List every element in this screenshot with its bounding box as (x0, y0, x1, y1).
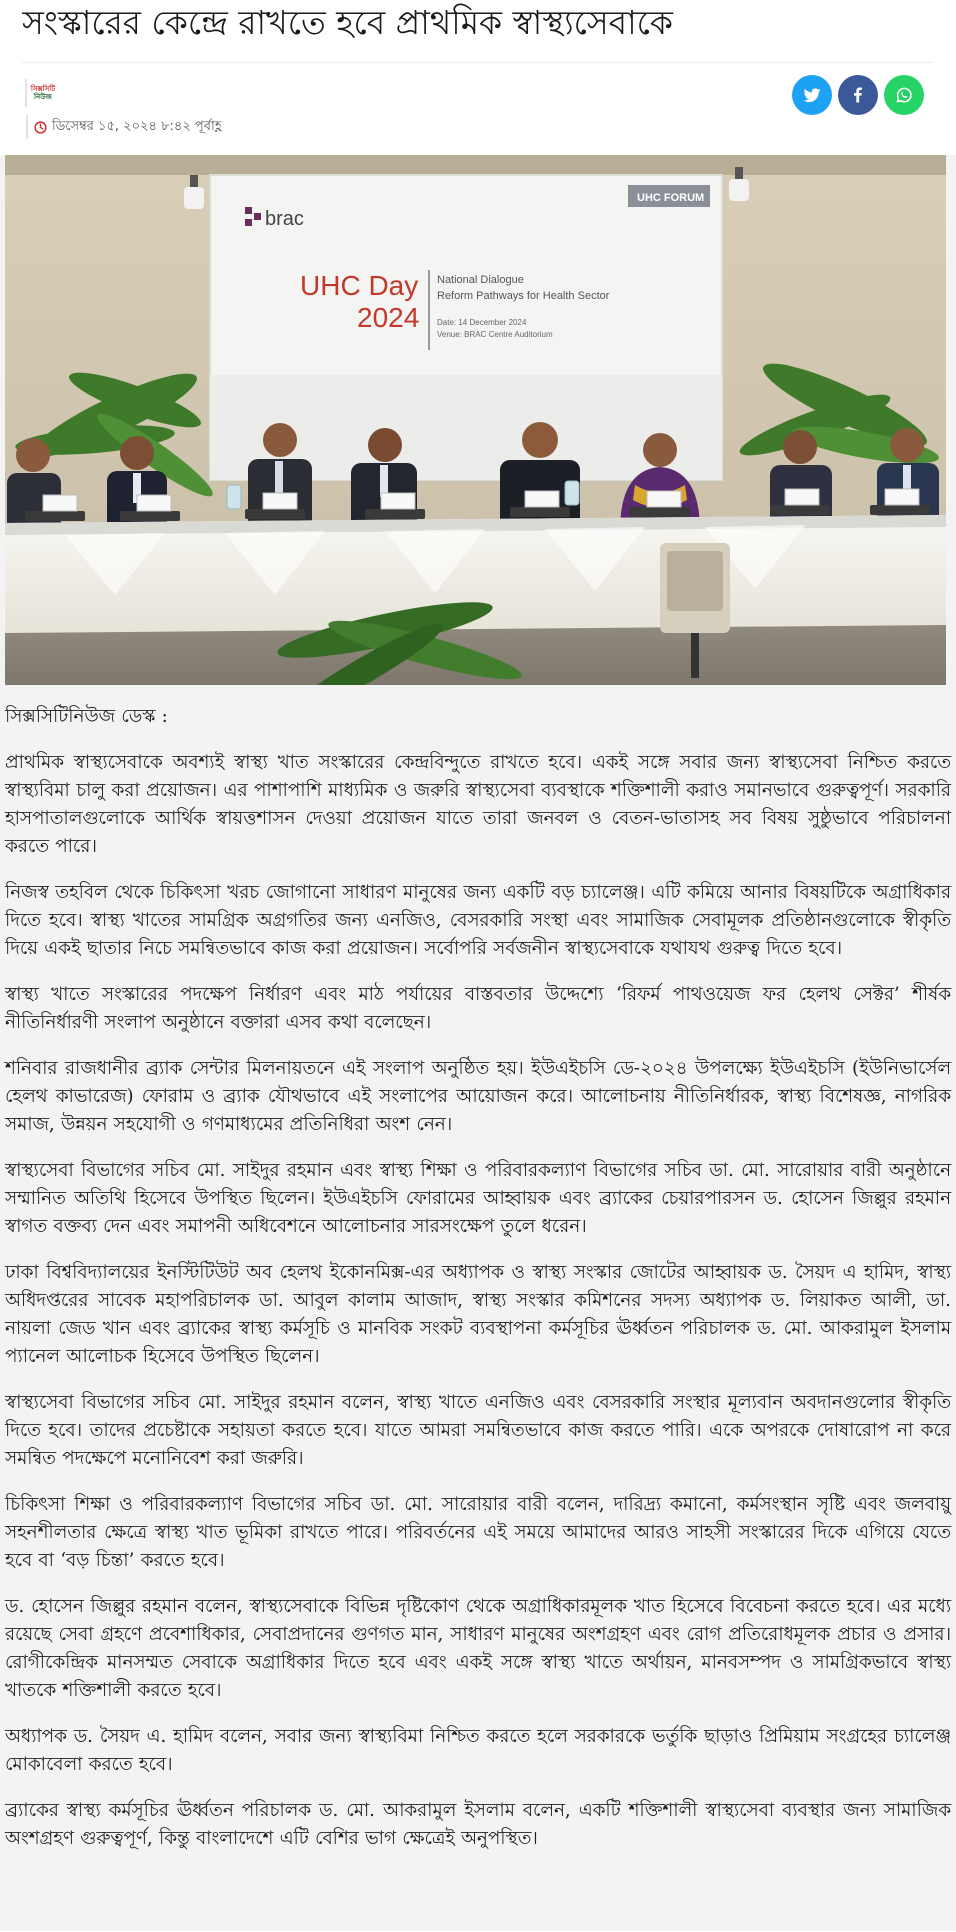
banner-venue: Venue: BRAC Centre Auditorium (437, 330, 553, 339)
article-content (0, 155, 956, 1931)
article-paragraph: শনিবার রাজধানীর ব্র্যাক সেন্টার মিলনায়তনে এই সংলাপ অনুষ্ঠিত হয়। ইউএইচসি ডে-২০২৪ উপলক্ষ্যে ইউএইচসি (ইউনিভার্সেল হেলথ কাভারেজ) ফোরাম ও ব্র্যাক যৌথভাবে এই সংলাপের আয়োজন করে। আলোচনায় নীতিনির্ধারক, স্বাস্থ্য বিশেষজ্ঞ, নাগরিক সমাজ, উন্নয়ন সহযোগী ও গণমাধ্যমের প্রতিনিধিরা অংশ নেন। (5, 1058, 951, 1135)
banner-subtitle-line1: National Dialogue (437, 274, 524, 286)
facebook-icon (848, 85, 868, 105)
whatsapp-icon (894, 85, 914, 105)
banner-title-line2: 2024 (357, 302, 420, 333)
logo-text-bottom: নিউজ (34, 93, 52, 101)
article-paragraph: নিজস্ব তহবিল থেকে চিকিৎসা খরচ জোগানো সাধারণ মানুষের জন্য একটি বড় চ্যালেঞ্জ। এটি কমিয়ে আনার বিষয়টিকে অগ্রাধিকার দিতে হবে। স্বাস্থ্য খাতের সামগ্রিক অগ্রগতির জন্য এনজিও, বেসরকারি সংস্থা এবং সামাজিক সেবামূলক প্রতিষ্ঠানগুলোকে স্বীকৃতি দিয়ে একই ছাতার নিচে সমন্বিতভাবে কাজ করা প্রয়োজন। সর্বোপরি সর্বজনীন স্বাস্থ্যসেবাকে যথাযথ গুরুত্ব দিতে হবে। (5, 882, 951, 959)
article-body (5, 703, 951, 1853)
logo-text-top: সিক্সসিটি (30, 85, 56, 93)
article-paragraph: চিকিৎসা শিক্ষা ও পরিবারকল্যাণ বিভাগের সচিব ডা. মো. সারোয়ার বারী বলেন, দারিদ্র্য কমানো, কর্মসংস্থান সৃষ্টি এবং জলবায়ু সহনশীলতার ক্ষেত্রে স্বাস্থ্য খাত ভূমিকা রাখতে পারে। পরিবর্তনের এই সময়ে আমাদের আরও সাহসী সংস্কারের দিকে এগিয়ে যেতে হবে বা ‘বড় চিন্তা’ করতে হবে। (5, 1494, 951, 1571)
article-paragraph: ড. হোসেন জিল্লুর রহমান বলেন, স্বাস্থ্যসেবাকে বিভিন্ন দৃষ্টিকোণ থেকে অগ্রাধিকারমূলক খাত হিসেবে বিবেচনা করতে হবে। এর মধ্যে রয়েছে সেবা গ্রহণে প্রবেশাধিকার, সেবাপ্রদানের গুণগত মান, সাধারণ মানুষের অংশগ্রহণ এবং রোগ প্রতিরোধমূলক প্রচার ও প্রসার। রোগীকেন্দ্রিক মানসম্মত সেবাকে অগ্রাধিকার দিতে হবে এবং একই সঙ্গে স্বাস্থ্য খাতে অর্থায়ন, মানবসম্পদ ও সামগ্রিকভাবে স্বাস্থ্য খাতকে শক্তিশালী করতে হবে। (5, 1596, 951, 1701)
publish-date-text: ডিসেম্বর ১৫, ২০২৪ ৮:৪২ পূর্বাহ্ণ (52, 118, 222, 134)
publisher-logo[interactable] (25, 79, 59, 107)
banner-brand: brac (265, 208, 304, 230)
article-paragraph: স্বাস্থ্য খাতে সংস্কারের পদক্ষেপ নির্ধারণ এবং মাঠ পর্যায়ের বাস্তবতার উদ্দেশ্যে ‘রিফর্ম পাথওয়েজ ফর হেলথ সেক্টর’ শীর্ষক নীতিনির্ধারণী সংলাপ অনুষ্ঠানে বক্তারা এসব কথা বলেছেন। (5, 984, 951, 1033)
share-whatsapp-button[interactable] (884, 75, 924, 115)
share-facebook-button[interactable] (838, 75, 878, 115)
twitter-icon (802, 85, 822, 105)
hero-ceiling (5, 155, 946, 175)
hero-photo (5, 155, 946, 685)
article-paragraph: স্বাস্থ্যসেবা বিভাগের সচিব মো. সাইদুর রহমান বলেন, স্বাস্থ্য খাতে এনজিও এবং বেসরকারি সংস্থার মূল্যবান অবদানগুলোর স্বীকৃতি দিতে হবে। তাদের প্রচেষ্টাকে সহায়তা করতে হবে। যাতে আমরা সমন্বিতভাবে কাজ করতে পারি। একে অপরকে দোষারোপ না করে সমন্বিত পদক্ষেপে মনোনিবেশ করা জরুরি। (5, 1392, 951, 1469)
share-buttons (792, 75, 924, 115)
article-paragraph: স্বাস্থ্যসেবা বিভাগের সচিব মো. সাইদুর রহমান এবং স্বাস্থ্য শিক্ষা ও পরিবারকল্যাণ বিভাগের সচিব ডা. মো. সারোয়ার বারী অনুষ্ঠানে সম্মানিত অতিথি হিসেবে উপস্থিত ছিলেন। ইউএইচসি ফোরামের আহ্বায়ক এবং ব্র্যাকের চেয়ারপারসন ড. হোসেন জিল্লুর রহমান স্বাগত বক্তব্য দেন এবং সমাপনী অধিবেশনে আলোচনার সারসংক্ষেপ তুলে ধরেন। (5, 1160, 951, 1237)
share-twitter-button[interactable] (792, 75, 832, 115)
hero-photo-illustration (5, 155, 946, 685)
banner-forum: UHC FORUM (637, 192, 705, 204)
banner-subtitle-line2: Reform Pathways for Health Sector (437, 290, 610, 302)
article-header (0, 0, 956, 155)
page-title: সংস্কারের কেন্দ্রে রাখতে হবে প্রাথমিক স্বাস্থ্যসেবাকে (22, 3, 673, 42)
banner-title-line1: UHC Day (300, 270, 419, 301)
article-paragraph: ঢাকা বিশ্ববিদ্যালয়ের ইনস্টিটিউট অব হেলথ ইকোনমিক্স-এর অধ্যাপক ও স্বাস্থ্য সংস্কার জোটের আহ্বায়ক ড. সৈয়দ এ হামিদ, স্বাস্থ্য অধিদপ্তরের সাবেক মহাপরিচালক ডা. আবুল কালাম আজাদ, স্বাস্থ্য সংস্কার কমিশনের সদস্য অধ্যাপক ড. লিয়াকত আলী, ডা. নায়লা জেড খান এবং ব্র্যাকের স্বাস্থ্য কর্মসূচি ও মানবিক সংকট ব্যবস্থাপনা কর্মসূচির ঊর্ধ্বতন পরিচালক ড. মো. আকরামুল ইসলাম প্যানেল আলোচক হিসেবে উপস্থিত ছিলেন। (5, 1262, 951, 1367)
byline: সিক্সসিটিনিউজ ডেস্ক : (5, 706, 168, 727)
article-meta (22, 63, 934, 155)
publish-date (26, 115, 222, 139)
banner-date: Date: 14 December 2024 (437, 318, 527, 327)
clock-icon (34, 121, 47, 134)
article-paragraph: ব্র্যাকের স্বাস্থ্য কর্মসূচির ঊর্ধ্বতন পরিচালক ড. মো. আকরামুল ইসলাম বলেন, একটি শক্তিশালী স্বাস্থ্যসেবা ব্যবস্থার জন্য সামাজিক অংশগ্রহণ গুরুত্বপূর্ণ, কিন্তু বাংলাদেশে এটি বেশির ভাগ ক্ষেত্রেই অনুপস্থিত। (5, 1800, 951, 1849)
article-paragraph: অধ্যাপক ড. সৈয়দ এ. হামিদ বলেন, সবার জন্য স্বাস্থ্যবিমা নিশ্চিত করতে হলে সরকারকে ভর্তুকি ছাড়াও প্রিমিয়াম সংগ্রহের চ্যালেঞ্জ মোকাবেলা করতে হবে। (5, 1726, 951, 1775)
article-paragraph: প্রাথমিক স্বাস্থ্যসেবাকে অবশ্যই স্বাস্থ্য খাত সংস্কারের কেন্দ্রবিন্দুতে রাখতে হবে। একই সঙ্গে সবার জন্য স্বাস্থ্যসেবা নিশ্চিত করতে স্বাস্থ্যবিমা চালু করা প্রয়োজন। এর পাশাপাশি মাধ্যমিক ও জরুরি স্বাস্থ্যসেবা ব্যবস্থাকে শক্তিশালী করাও সমানভাবে গুরুত্বপূর্ণ। সরকারি হাসপাতালগুলোকে আর্থিক স্বায়ত্তশাসন দেওয়া প্রয়োজন যাতে তারা জনবল ও বেতন-ভাতাসহ সব বিষয় সুষ্ঠুভাবে পরিচালনা করতে পারে। (5, 752, 951, 857)
